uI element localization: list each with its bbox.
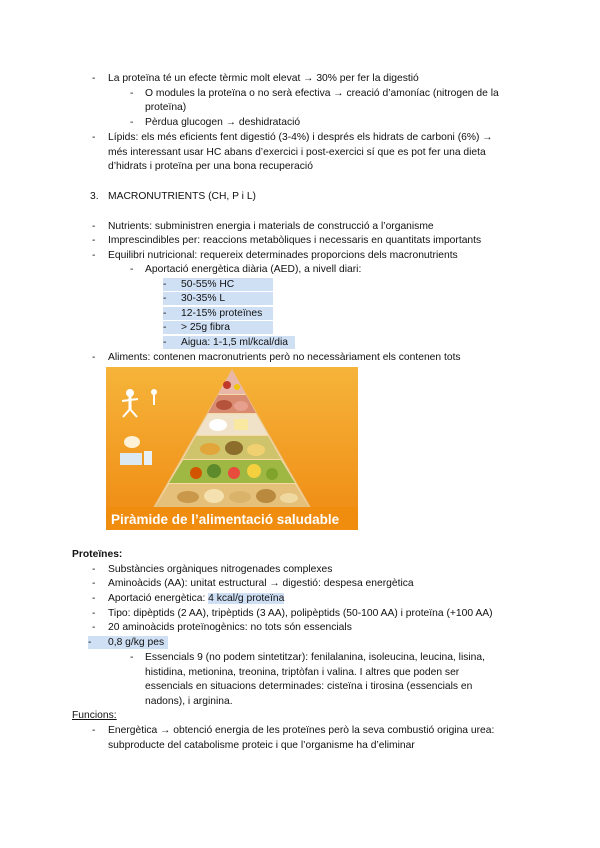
lipids-line2: més interessant usar HC abans d’exercici i post-exercici sí que es pot fer una dieta (108, 147, 486, 158)
essencials-line4: nadons), i arginina. (145, 696, 233, 707)
bullet-dash: - (130, 117, 134, 128)
proteines-item: Substàncies orgàniques nitrogenades complexes (108, 564, 333, 575)
essencials-line2: histidina, metionina, treonina, triptòfan i valina. I altres que poden ser (145, 667, 460, 678)
aliments-line: Aliments: contenen macronutrients però no necessàriament els contenen tots (108, 352, 461, 363)
bullet-dash: - (163, 321, 273, 334)
proteines-item: Aminoàcids (AA): unitat estructural → digestió: despesa energètica (108, 578, 414, 589)
bullet-dash: - (163, 307, 273, 320)
section-title: MACRONUTRIENTS (CH, P i L) (108, 191, 256, 202)
energetica-line1: Energètica → obtenció energia de les proteïnes però la seva combustió origina urea: (108, 725, 495, 736)
food-item (234, 384, 240, 390)
funcions-heading: Funcions: (72, 710, 117, 721)
bullet-dash: - (130, 264, 134, 275)
water-bottle-icon (144, 451, 152, 465)
food-pyramid-image (106, 367, 358, 530)
aed-item-aigua: Aigua: 1-1,5 ml/kcal/dia (181, 337, 289, 348)
food-item (266, 468, 278, 480)
essencials-line1: Essencials 9 (no podem sintetitzar): fenilalanina, isoleucina, leucina, lisina, (145, 652, 485, 663)
bullet-dash: - (163, 336, 295, 349)
bullet-dash: - (163, 292, 273, 305)
proteina-ammonia-line2: proteïna) (145, 102, 187, 113)
bullet-dash: - (88, 636, 168, 649)
food-item (223, 381, 231, 389)
nutrients-line: Nutrients: subministren energia i materials de construcció a l’organisme (108, 221, 434, 232)
proteines-heading: Proteïnes: (72, 549, 123, 560)
lipids-line1: Lípids: els més eficients fent digestió (3-4%) i després els hidrats de carboni (6%) → (108, 132, 493, 143)
section-number: 3. (90, 191, 99, 202)
food-item (200, 443, 220, 455)
aportacio-value: 4 kcal/g proteïna (208, 593, 285, 604)
proteina-ammonia-line1: O modules la proteïna o no serà efectiva → creació d’amoníac (nitrogen de la (145, 88, 499, 99)
water-bottle-icon (120, 453, 142, 465)
food-item (256, 489, 276, 503)
bullet-dash: - (92, 593, 96, 604)
aed-item-fibra: > 25g fibra (181, 322, 230, 333)
bullet-dash: - (130, 652, 134, 663)
aed-item-lipids: 30-35% L (181, 293, 226, 304)
imprescindibles-line: Imprescindibles per: reaccions metabòliques i necessaris en quantitats importants (108, 235, 482, 246)
food-item (234, 419, 248, 430)
tier-dairy (196, 414, 268, 435)
pes-line: 0,8 g/kg pes (108, 637, 165, 648)
food-item (228, 467, 240, 479)
food-item (207, 464, 221, 478)
bullet-dash: - (130, 88, 134, 99)
food-item (247, 444, 265, 456)
food-item (216, 400, 232, 410)
bullet-dash: - (92, 352, 96, 363)
proteines-item: 20 aminoàcids proteïnogènics: no tots són essencials (108, 622, 352, 633)
bullet-dash: - (92, 250, 96, 261)
aed-line: Aportació energètica diària (AED), a nivell diari: (145, 264, 362, 275)
bullet-dash: - (92, 578, 96, 589)
bullet-dash: - (92, 221, 96, 232)
energetica-line2: subproducte del catabolisme proteic i que l’organisme ha d’eliminar (108, 740, 415, 751)
bullet-dash: - (92, 235, 96, 246)
aportacio-label: Aportació energètica: (108, 593, 209, 604)
food-pyramid-illustration (106, 367, 358, 530)
food-item (225, 441, 243, 455)
aed-item-hc: 50-55% HC (181, 279, 235, 290)
equilibri-line: Equilibri nutricional: requereix determinades proporcions dels macronutrients (108, 250, 458, 261)
aed-item-proteines: 12-15% proteïnes (181, 308, 263, 319)
bullet-dash: - (92, 608, 96, 619)
aportacio-line (108, 592, 284, 605)
essencials-line3: essencials en situacions determinades: cisteïna i tirosina (essencials en (145, 681, 473, 692)
food-item (234, 401, 248, 411)
bullet-dash: - (92, 564, 96, 575)
bullet-dash: - (92, 73, 96, 84)
glycogen-loss: Pèrdua glucogen → deshidratació (145, 117, 301, 128)
exercise-figure-icon (151, 389, 157, 395)
food-item (280, 493, 298, 503)
food-item (204, 489, 224, 503)
proteina-thermic-effect: La proteïna té un efecte tèrmic molt elevat → 30% per fer la digestió (108, 73, 419, 84)
pyramid-caption: Piràmide de l’alimentació saludable (111, 512, 340, 527)
food-item (229, 491, 251, 503)
lipids-line3: d’hidrats i proteïna per una bona recuperació (108, 161, 313, 172)
bullet-dash: - (92, 132, 96, 143)
bullet-dash: - (92, 725, 96, 736)
water-glass-icon (124, 436, 140, 448)
food-item (247, 464, 261, 478)
food-item (190, 467, 202, 479)
bullet-dash: - (163, 278, 273, 291)
food-item (177, 491, 199, 503)
food-item (209, 419, 227, 431)
bullet-dash: - (92, 622, 96, 633)
proteines-item: Tipo: dipèptids (2 AA), tripèptids (3 AA), polipèptids (50-100 AA) i proteïna (+100 AA) (108, 608, 493, 619)
